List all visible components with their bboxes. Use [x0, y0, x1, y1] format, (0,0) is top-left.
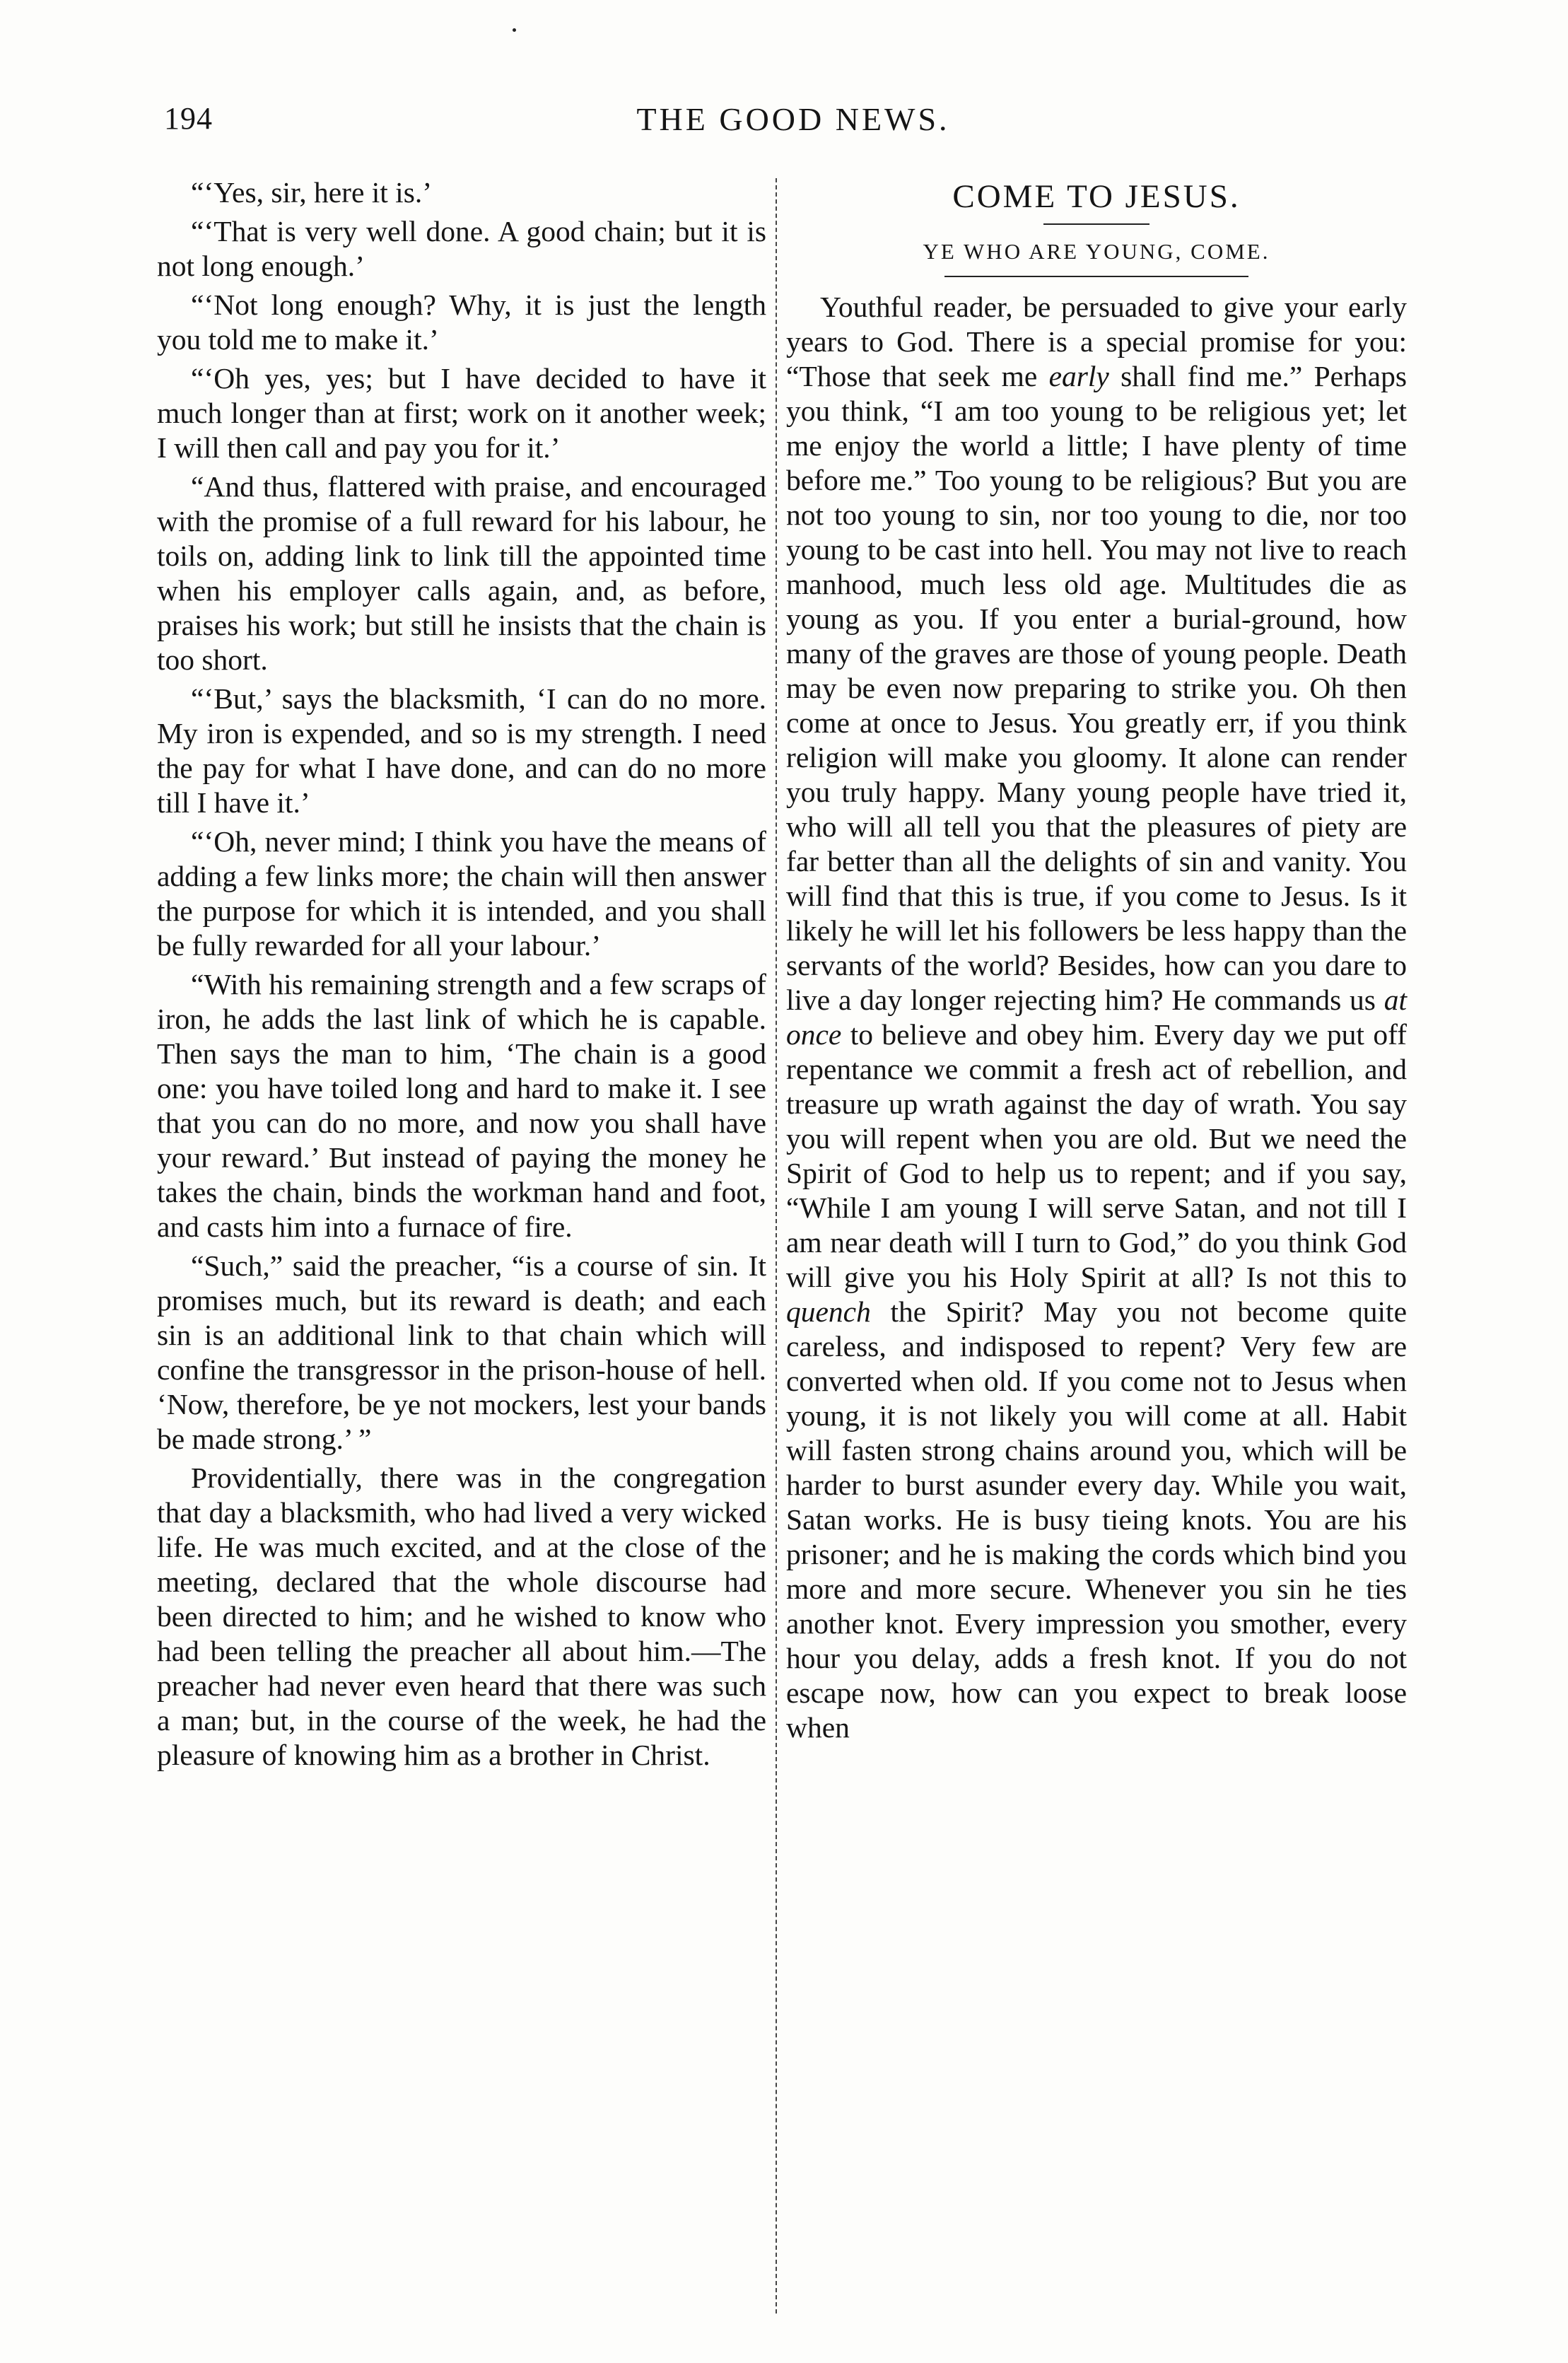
running-title: THE GOOD NEWS. [636, 101, 950, 137]
text-run: to believe and obey him. Every day we put off repentance we commit a fresh act of rebellion, and treasure up wrath against the day of wrath. You say you will repent when you are old. But we need the Spirit of God to help us to repent; and if you say, “While I am young I will serve Satan, and not till I am near death will I turn to God,” do you think God will give you his Holy Spirit at all? Is not this to [786, 1018, 1407, 1293]
ink-speck [513, 28, 516, 32]
paragraph: “‘But,’ says the blacksmith, ‘I can do no more. My iron is expended, and so is my strength. I need the pay for what I have done, and can do no more till I have it.’ [157, 682, 766, 819]
page-number: 194 [164, 101, 213, 136]
emphasis: quench [786, 1295, 871, 1328]
text-run: the Spirit? May you not become quite careless, and indisposed to repent? Very few are converted when old. If you come not to Jesus when young, it is not likely you will come at all. Habit will fasten strong chains around you, which will be harder to burst asunder every day. While you wait, Satan works. He is busy tieing knots. You are his prisoner; and he is making the cords which bind you more and more secure. Whenever you sin he ties another knot. Every impression you smother, every hour you delay, adds a fresh knot. If you do not escape now, how can you expect to break loose when [786, 1295, 1407, 1744]
text-run: Youthful reader, be persuaded to give your early years to God. There is a special promise for you: “Those that seek me [786, 291, 1407, 392]
page-header [164, 100, 1422, 150]
text-run: shall find me.” Perhaps you think, “I am too young to be religious yet; let me enjoy the world a little; I have plenty of time before me.” Too young to be religious? But you are not too young to sin, nor too young to die, nor too young to be cast into hell. You may not live to reach manhood, much less old age. Multitudes die as young as you. If you enter a burial-ground, how many of the graves are those of young people. Death may be even now preparing to strike you. Oh then come at once to Jesus. You greatly err, if you think religion will make you gloomy. It alone can render you truly happy. Many young people have tried it, who will all tell you that the pleasures of piety are far better than all the delights of sin and vanity. You will find that this is true, if you come to Jesus. Is it likely he will let his followers be less happy than the servants of the world? Besides, how can you dare to live a day longer rejecting him? He commands us [786, 360, 1407, 1016]
article-body [786, 290, 1407, 1745]
article-subtitle: YE WHO ARE YOUNG, COME. [923, 239, 1270, 264]
right-column [786, 175, 1407, 1749]
paragraph: “‘That is very well done. A good chain; but it is not long enough.’ [157, 215, 766, 282]
paragraph: “And thus, flattered with praise, and encouraged with the promise of a full reward for his labour, he toils on, adding link to link till the appointed time when his employer calls again, and, as before, praises his work; but still he insists that the chain is too short. [157, 470, 766, 676]
paragraph: “‘Yes, sir, here it is.’ [191, 176, 433, 209]
article-title: COME TO JESUS. [952, 178, 1241, 215]
column-divider [776, 178, 777, 2314]
title-rule [1043, 223, 1149, 225]
left-column [157, 175, 766, 1777]
emphasis: at once [786, 984, 1407, 1051]
paragraph: “‘Oh, never mind; I think you have the means of adding a few links more; the chain will then answer the purpose for which it is intended, and you shall be fully rewarded for all your labour.’ [157, 825, 766, 962]
paragraph: “‘Not long enough? Why, it is just the length you told me to make it.’ [157, 288, 766, 356]
paragraph: “Such,” said the preacher, “is a course of sin. It promises much, but its reward is death; and each sin is an additional link to that chain which will confine the transgressor in the prison-house of hell. ‘Now, therefore, be ye not mockers, lest your bands be made strong.’ ” [157, 1249, 766, 1455]
paragraph: “‘Oh yes, yes; but I have decided to have it much longer than at first; work on it another week; I will then call and pay you for it.’ [157, 362, 766, 464]
emphasis: early [1048, 360, 1109, 392]
paragraph: Providentially, there was in the congregation that day a blacksmith, who had lived a very wicked life. He was much excited, and at the close of the meeting, declared that the whole discourse had been directed to him; and he wished to know who had been telling the preacher all about him.—The preacher had never even heard that there was such a man; but, in the course of the week, he had the pleasure of knowing him as a brother in Christ. [157, 1461, 766, 1771]
subtitle-rule [944, 276, 1248, 277]
paragraph: “With his remaining strength and a few scraps of iron, he adds the last link of which he is capable. Then says the man to him, ‘The chain is a good one: you have toiled long and hard to make it. I see that you can do no more, and now you shall have your reward.’ But instead of paying the money he takes the chain, binds the workman hand and foot, and casts him into a furnace of fire. [157, 968, 766, 1243]
